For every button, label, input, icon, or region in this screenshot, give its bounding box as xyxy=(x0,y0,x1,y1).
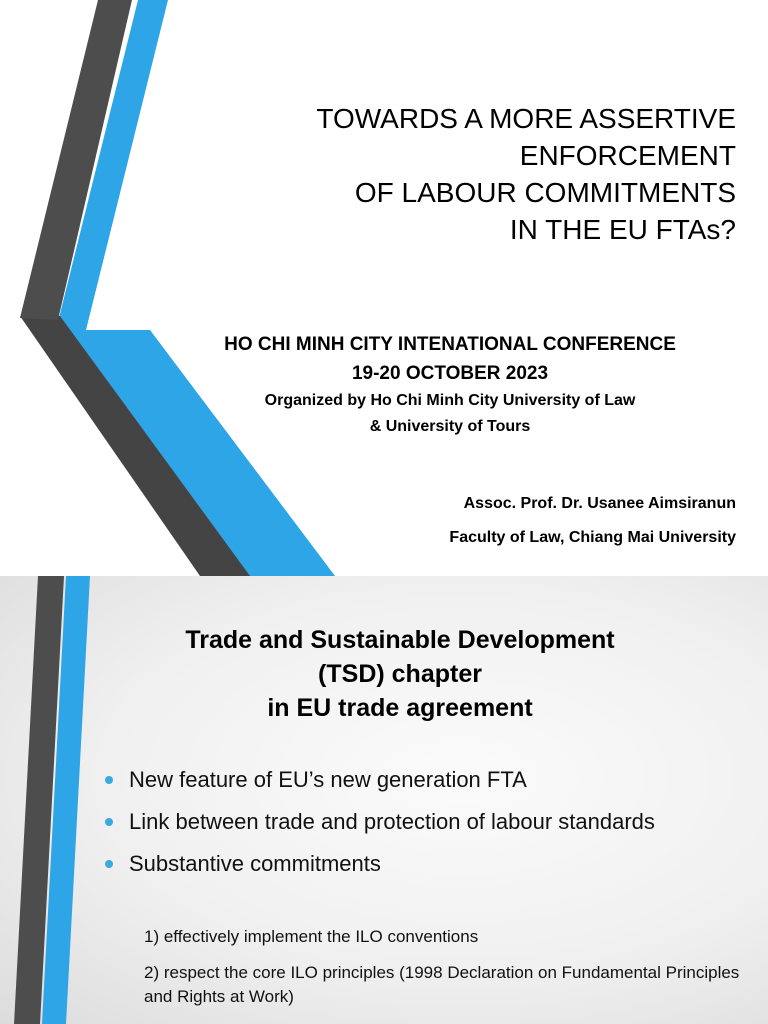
slide-title-line: in EU trade agreement xyxy=(267,694,533,722)
bullet-dot-icon xyxy=(105,818,113,826)
bullet-item xyxy=(103,850,743,878)
title-line: IN THE EU FTAs? xyxy=(509,214,736,245)
author-name: Assoc. Prof. Dr. Usanee Aimsiranun xyxy=(463,495,736,512)
bullet-dot-icon xyxy=(105,776,113,784)
organizer-line: Organized by Ho Chi Minh City University of Law xyxy=(264,392,636,409)
sub-item: 1) effectively implement the ILO conventions xyxy=(144,927,479,946)
slide-title-line: (TSD) chapter xyxy=(318,660,482,688)
author-affiliation: Faculty of Law, Chiang Mai University xyxy=(449,529,736,546)
bullet-text: Link between trade and protection of labour standards xyxy=(129,809,655,834)
conference-dates: 19-20 OCTOBER 2023 xyxy=(351,363,549,384)
bullet-list xyxy=(103,766,743,892)
content-slide xyxy=(0,576,768,1024)
bullet-text: Substantive commitments xyxy=(129,851,381,876)
bullet-text: New feature of EU’s new generation FTA xyxy=(129,767,527,792)
bullet-item xyxy=(103,808,743,836)
title-line: ENFORCEMENT xyxy=(519,140,736,171)
title-line: OF LABOUR COMMITMENTS xyxy=(354,177,736,208)
conference-name: HO CHI MINH CITY INTENATIONAL CONFERENCE xyxy=(224,334,676,355)
sub-item-list xyxy=(144,925,754,1009)
slide-title xyxy=(110,623,690,725)
bullet-item xyxy=(103,766,743,794)
bullet-dot-icon xyxy=(105,860,113,868)
title-line: TOWARDS A MORE ASSERTIVE xyxy=(316,103,736,134)
author-block xyxy=(316,487,736,555)
presentation-title xyxy=(216,100,736,248)
organizer-line: & University of Tours xyxy=(369,418,531,435)
slide-title-line: Trade and Sustainable Development xyxy=(185,626,615,654)
sub-item: 2) respect the core ILO principles (1998 Declaration on Fundamental Principles and Rights at Work) xyxy=(144,963,740,1006)
conference-info xyxy=(140,330,760,440)
